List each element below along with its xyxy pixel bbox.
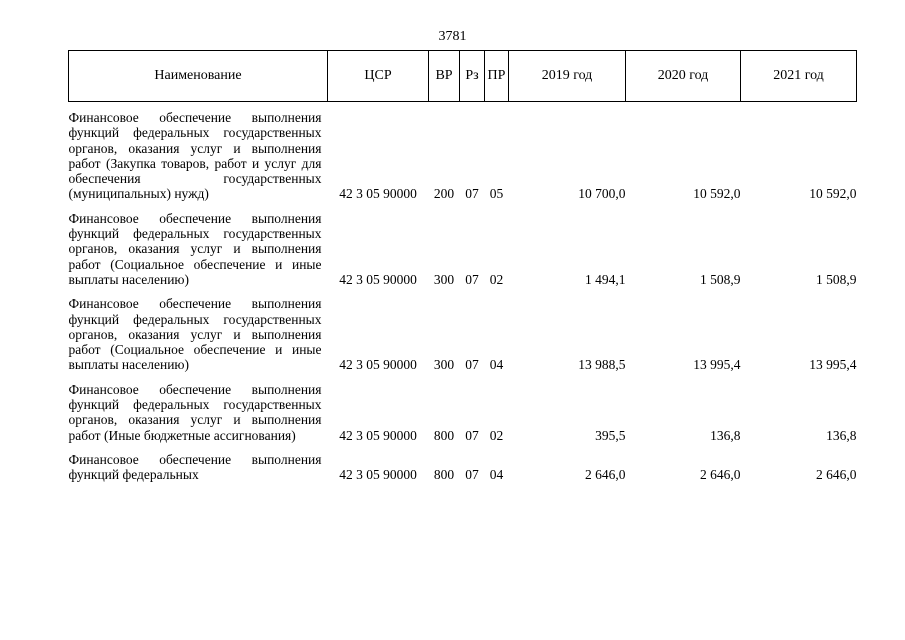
cell-rz: 07 bbox=[465, 427, 479, 443]
cell-pr: 02 bbox=[489, 271, 504, 287]
header-name: Наименование bbox=[69, 51, 328, 102]
header-vr: ВР bbox=[429, 51, 460, 102]
cell-vr: 800 bbox=[433, 427, 455, 443]
header-row bbox=[69, 51, 857, 102]
cell-csr: 42 3 05 90000 bbox=[339, 271, 417, 287]
cell-2020: 13 995,4 bbox=[693, 357, 741, 373]
budget-table bbox=[68, 50, 857, 492]
cell-2020: 136,8 bbox=[710, 427, 741, 443]
cell-name: Финансовое обеспечение выполнения функций федеральных государственных органов, оказания услуг и выполнения работ (Иные бюджетные ассигнования) bbox=[68, 381, 322, 443]
cell-vr: 200 bbox=[433, 186, 455, 202]
cell-2020: 10 592,0 bbox=[693, 186, 741, 202]
header-2019: 2019 год bbox=[509, 51, 626, 102]
cell-name: Финансовое обеспечение выполнения функций федеральных государственных органов, оказания услуг и выполнения работ (Закупка товаров, работ и услуг для обеспечения государственных (муниципальных) нужд) bbox=[68, 110, 322, 202]
cell-rz: 07 bbox=[465, 357, 479, 373]
table-row bbox=[69, 102, 857, 211]
table-row bbox=[69, 296, 857, 381]
page-number: 3781 bbox=[438, 29, 467, 44]
cell-csr: 42 3 05 90000 bbox=[339, 186, 417, 202]
cell-name: Финансовое обеспечение выполнения функций федеральных bbox=[68, 451, 322, 483]
cell-2019: 10 700,0 bbox=[578, 186, 626, 202]
table-body bbox=[69, 102, 857, 492]
cell-2021: 10 592,0 bbox=[809, 186, 857, 202]
cell-pr: 02 bbox=[489, 427, 504, 443]
cell-2021: 13 995,4 bbox=[809, 357, 857, 373]
cell-rz: 07 bbox=[465, 186, 479, 202]
cell-pr: 04 bbox=[489, 357, 504, 373]
header-pr: ПР bbox=[485, 51, 509, 102]
header-rz: Рз bbox=[460, 51, 485, 102]
header-2020: 2020 год bbox=[626, 51, 741, 102]
cell-name: Финансовое обеспечение выполнения функций федеральных государственных органов, оказания услуг и выполнения работ (Социальное обеспечение и иные выплаты населению) bbox=[68, 296, 322, 373]
cell-pr: 04 bbox=[489, 467, 504, 483]
table-row bbox=[69, 452, 857, 492]
header-csr: ЦСР bbox=[328, 51, 429, 102]
cell-csr: 42 3 05 90000 bbox=[339, 467, 417, 483]
cell-rz: 07 bbox=[465, 271, 479, 287]
cell-2021: 2 646,0 bbox=[816, 467, 857, 483]
cell-pr: 05 bbox=[489, 186, 504, 202]
header-2021: 2021 год bbox=[741, 51, 857, 102]
cell-2021: 136,8 bbox=[826, 427, 857, 443]
cell-2019: 1 494,1 bbox=[585, 271, 626, 287]
cell-vr: 300 bbox=[433, 271, 455, 287]
cell-name: Финансовое обеспечение выполнения функций федеральных государственных органов, оказания услуг и выполнения работ (Социальное обеспечение и иные выплаты населению) bbox=[68, 210, 322, 287]
table-row bbox=[69, 382, 857, 452]
cell-vr: 300 bbox=[433, 357, 455, 373]
table-row bbox=[69, 211, 857, 296]
cell-2021: 1 508,9 bbox=[816, 271, 857, 287]
cell-2019: 13 988,5 bbox=[578, 357, 626, 373]
cell-2019: 2 646,0 bbox=[585, 467, 626, 483]
cell-rz: 07 bbox=[465, 467, 479, 483]
cell-2019: 395,5 bbox=[595, 427, 626, 443]
cell-csr: 42 3 05 90000 bbox=[339, 357, 417, 373]
cell-csr: 42 3 05 90000 bbox=[339, 427, 417, 443]
cell-2020: 1 508,9 bbox=[700, 271, 741, 287]
cell-vr: 800 bbox=[433, 467, 455, 483]
cell-2020: 2 646,0 bbox=[700, 467, 741, 483]
table-header bbox=[69, 51, 857, 102]
